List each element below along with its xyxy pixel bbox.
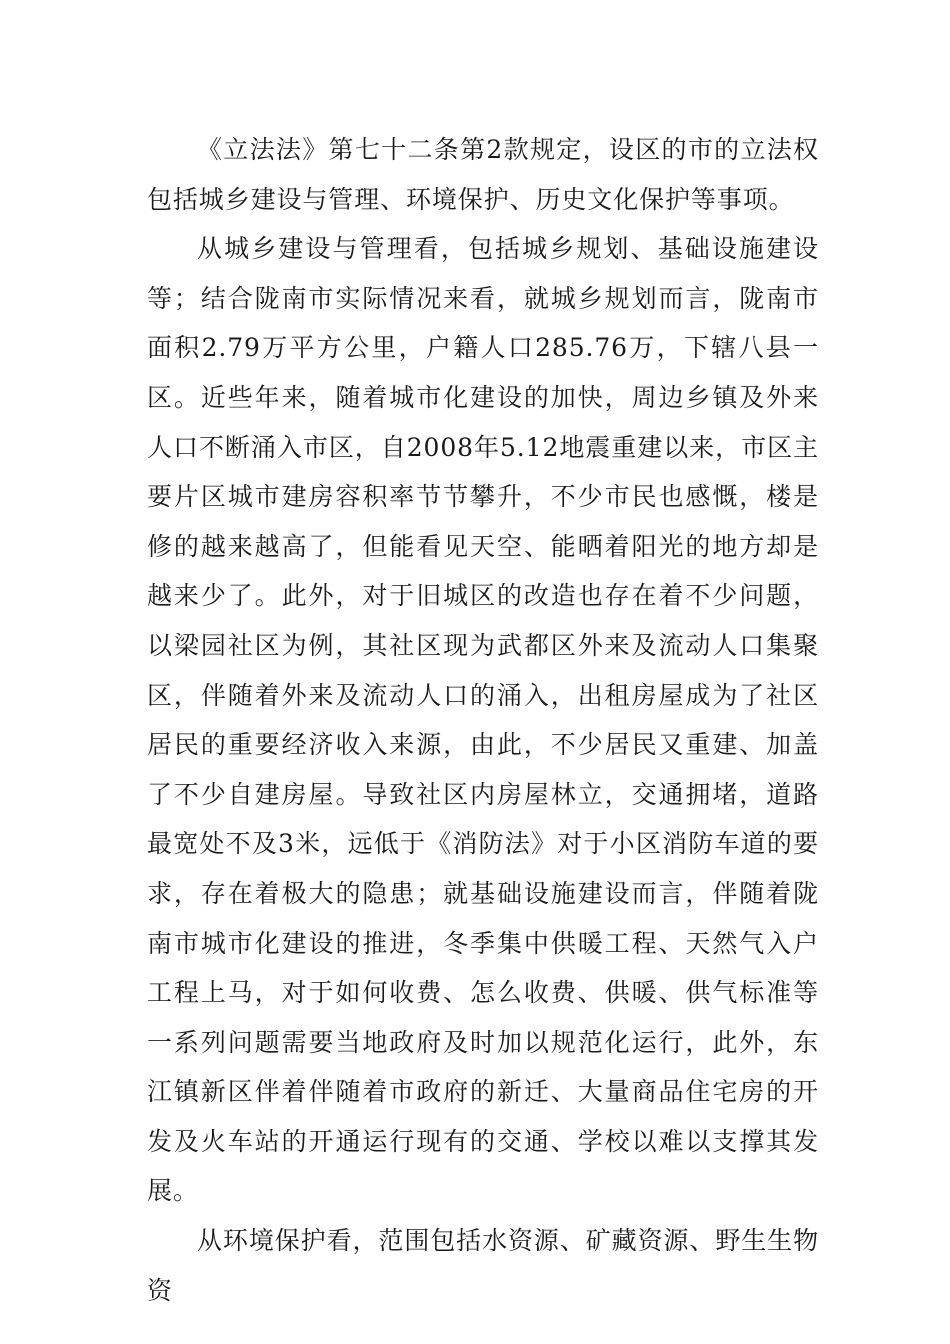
paragraph-legislation-law: 《立法法》第七十二条第2款规定，设区的市的立法权包括城乡建设与管理、环境保护、历史文化保护等事项。 bbox=[147, 135, 819, 214]
paragraph-urban-construction: 从城乡建设与管理看，包括城乡规划、基础设施建设等；结合陇南市实际情况来看，就城乡规划而言，陇南市面积2.79万平方公里，户籍人口285.76万，下辖八县一区。近些年来，随着城市化建设的加快，周边乡镇及外来人口不断涌入市区，自2008年5.12地震重建以来，市区主要片区城市建房容积率节节攀升，不少市民也感慨，楼是修的越来越高了，但能看见天空、能晒着阳光的地方却是越来少了。此外，对于旧城区的改造也存在着不少问题，以梁园社区为例，其社区现为武都区外来及流动人口集聚区，伴随着外来及流动人口的涌入，出租房屋成为了社区居民的重要经济收入来源，由此，不少居民又重建、加盖了不少自建房屋。导致社区内房屋林立，交通拥堵，道路最宽处不及3米，远低于《消防法》对于小区消防车道的要求，存在着极大的隐患；就基础设施建设而言，伴随着陇南市城市化建设的推进，冬季集中供暖工程、天然气入户工程上马，对于如何收费、怎么收费、供暖、供气标准等一系列问题需要当地政府及时加以规范化运行，此外，东江镇新区伴着伴随着市政府的新迁、大量商品住宅房的开发及火车站的开通运行现有的交通、学校以难以支撑其发展。 bbox=[147, 234, 819, 1206]
document-body bbox=[147, 125, 819, 1315]
paragraph-environmental-protection: 从环境保护看，范围包括水资源、矿藏资源、野生生物资 bbox=[147, 1226, 819, 1305]
